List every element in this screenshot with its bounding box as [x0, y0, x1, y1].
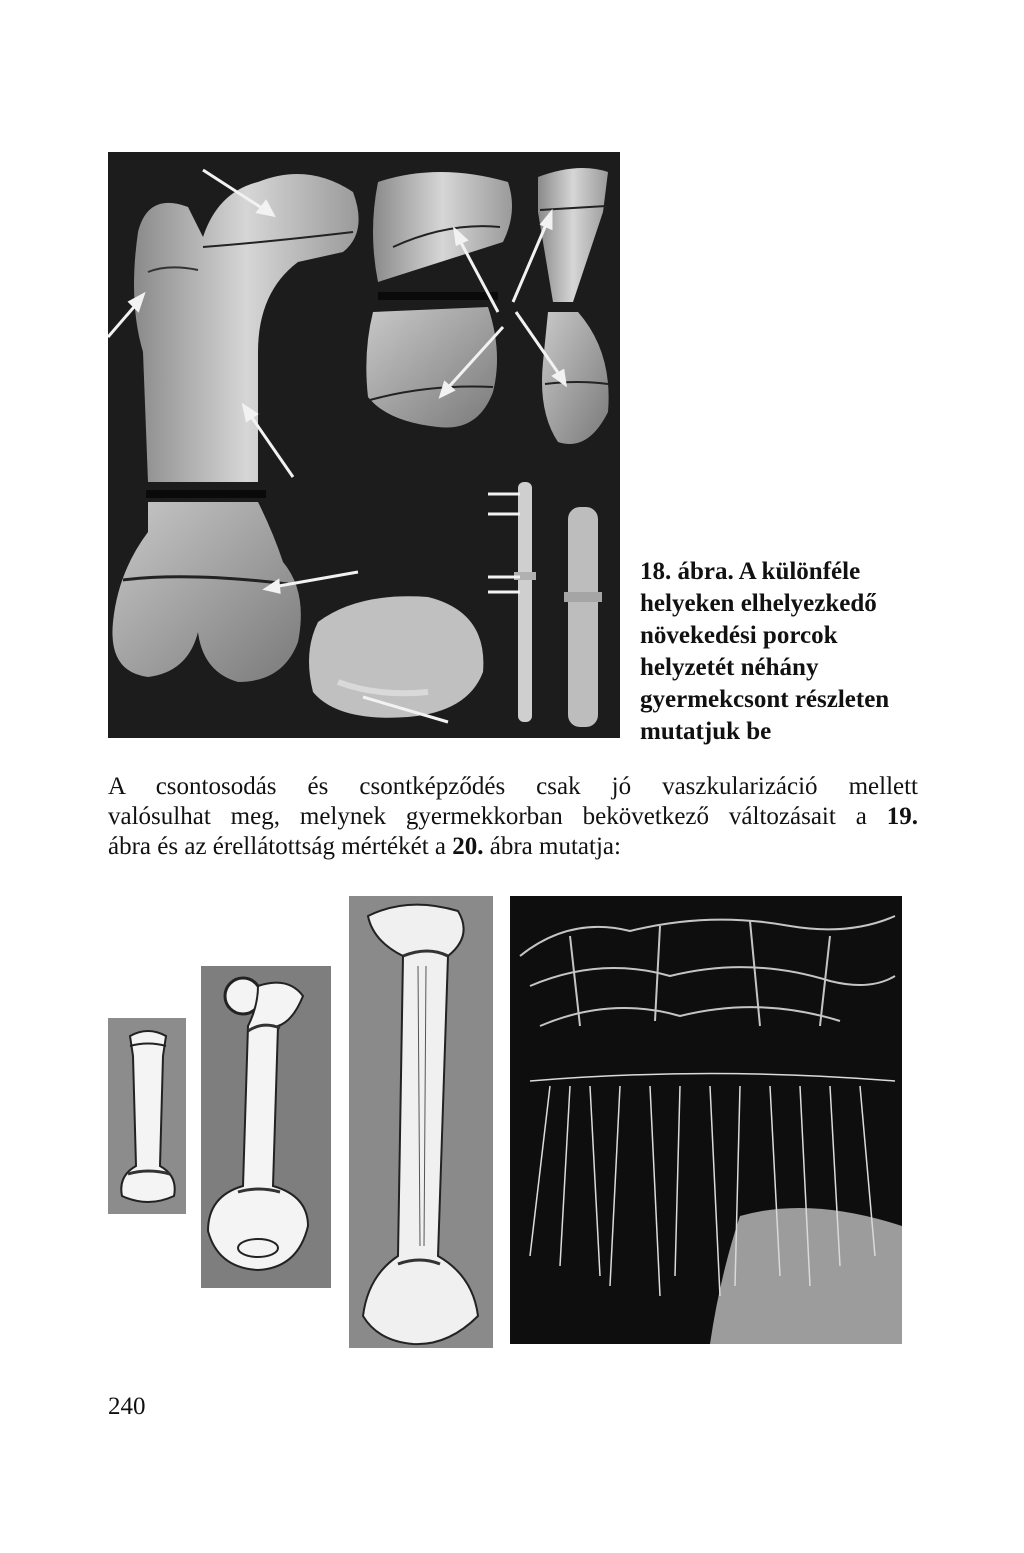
figure-18-bone-photographs [108, 152, 620, 738]
paragraph-line-3-end: ábra mutatja: [483, 833, 621, 860]
caption-line-3: növekedési porcok [640, 622, 838, 649]
paragraph-line-2 [108, 802, 918, 832]
figure-18-image [108, 152, 620, 738]
caption-line-4: helyzetét néhány [640, 654, 819, 681]
paragraph-line-1: A csontosodás és csontképződés csak jó vaszkularizáció mellett [108, 773, 918, 800]
body-paragraph [108, 772, 918, 862]
paragraph-line-2-text: valósulhat meg, melynek gyermekkorban bekövetkező változásait a [108, 803, 887, 830]
figure-18-caption [640, 556, 930, 748]
paragraph-line-3-text: ábra és az érellátottság mértékét a [108, 833, 453, 860]
caption-line-1: 18. ábra. A különféle [640, 558, 861, 585]
figure-20-vascularization-image [510, 896, 902, 1344]
figure-19-reference: 19. [886, 803, 918, 830]
caption-line-2: helyeken elhelyezkedő [640, 590, 877, 617]
page-number: 240 [108, 1393, 146, 1420]
figure-20-reference: 20. [452, 833, 484, 860]
caption-line-6: mutatjuk be [640, 718, 772, 745]
figure-19-bone-development-drawings [108, 896, 493, 1348]
figure-20-image [510, 896, 902, 1344]
figure-19-image [108, 896, 493, 1348]
paragraph-line-3 [108, 832, 918, 862]
caption-line-5: gyermekcsont részleten [640, 686, 890, 713]
